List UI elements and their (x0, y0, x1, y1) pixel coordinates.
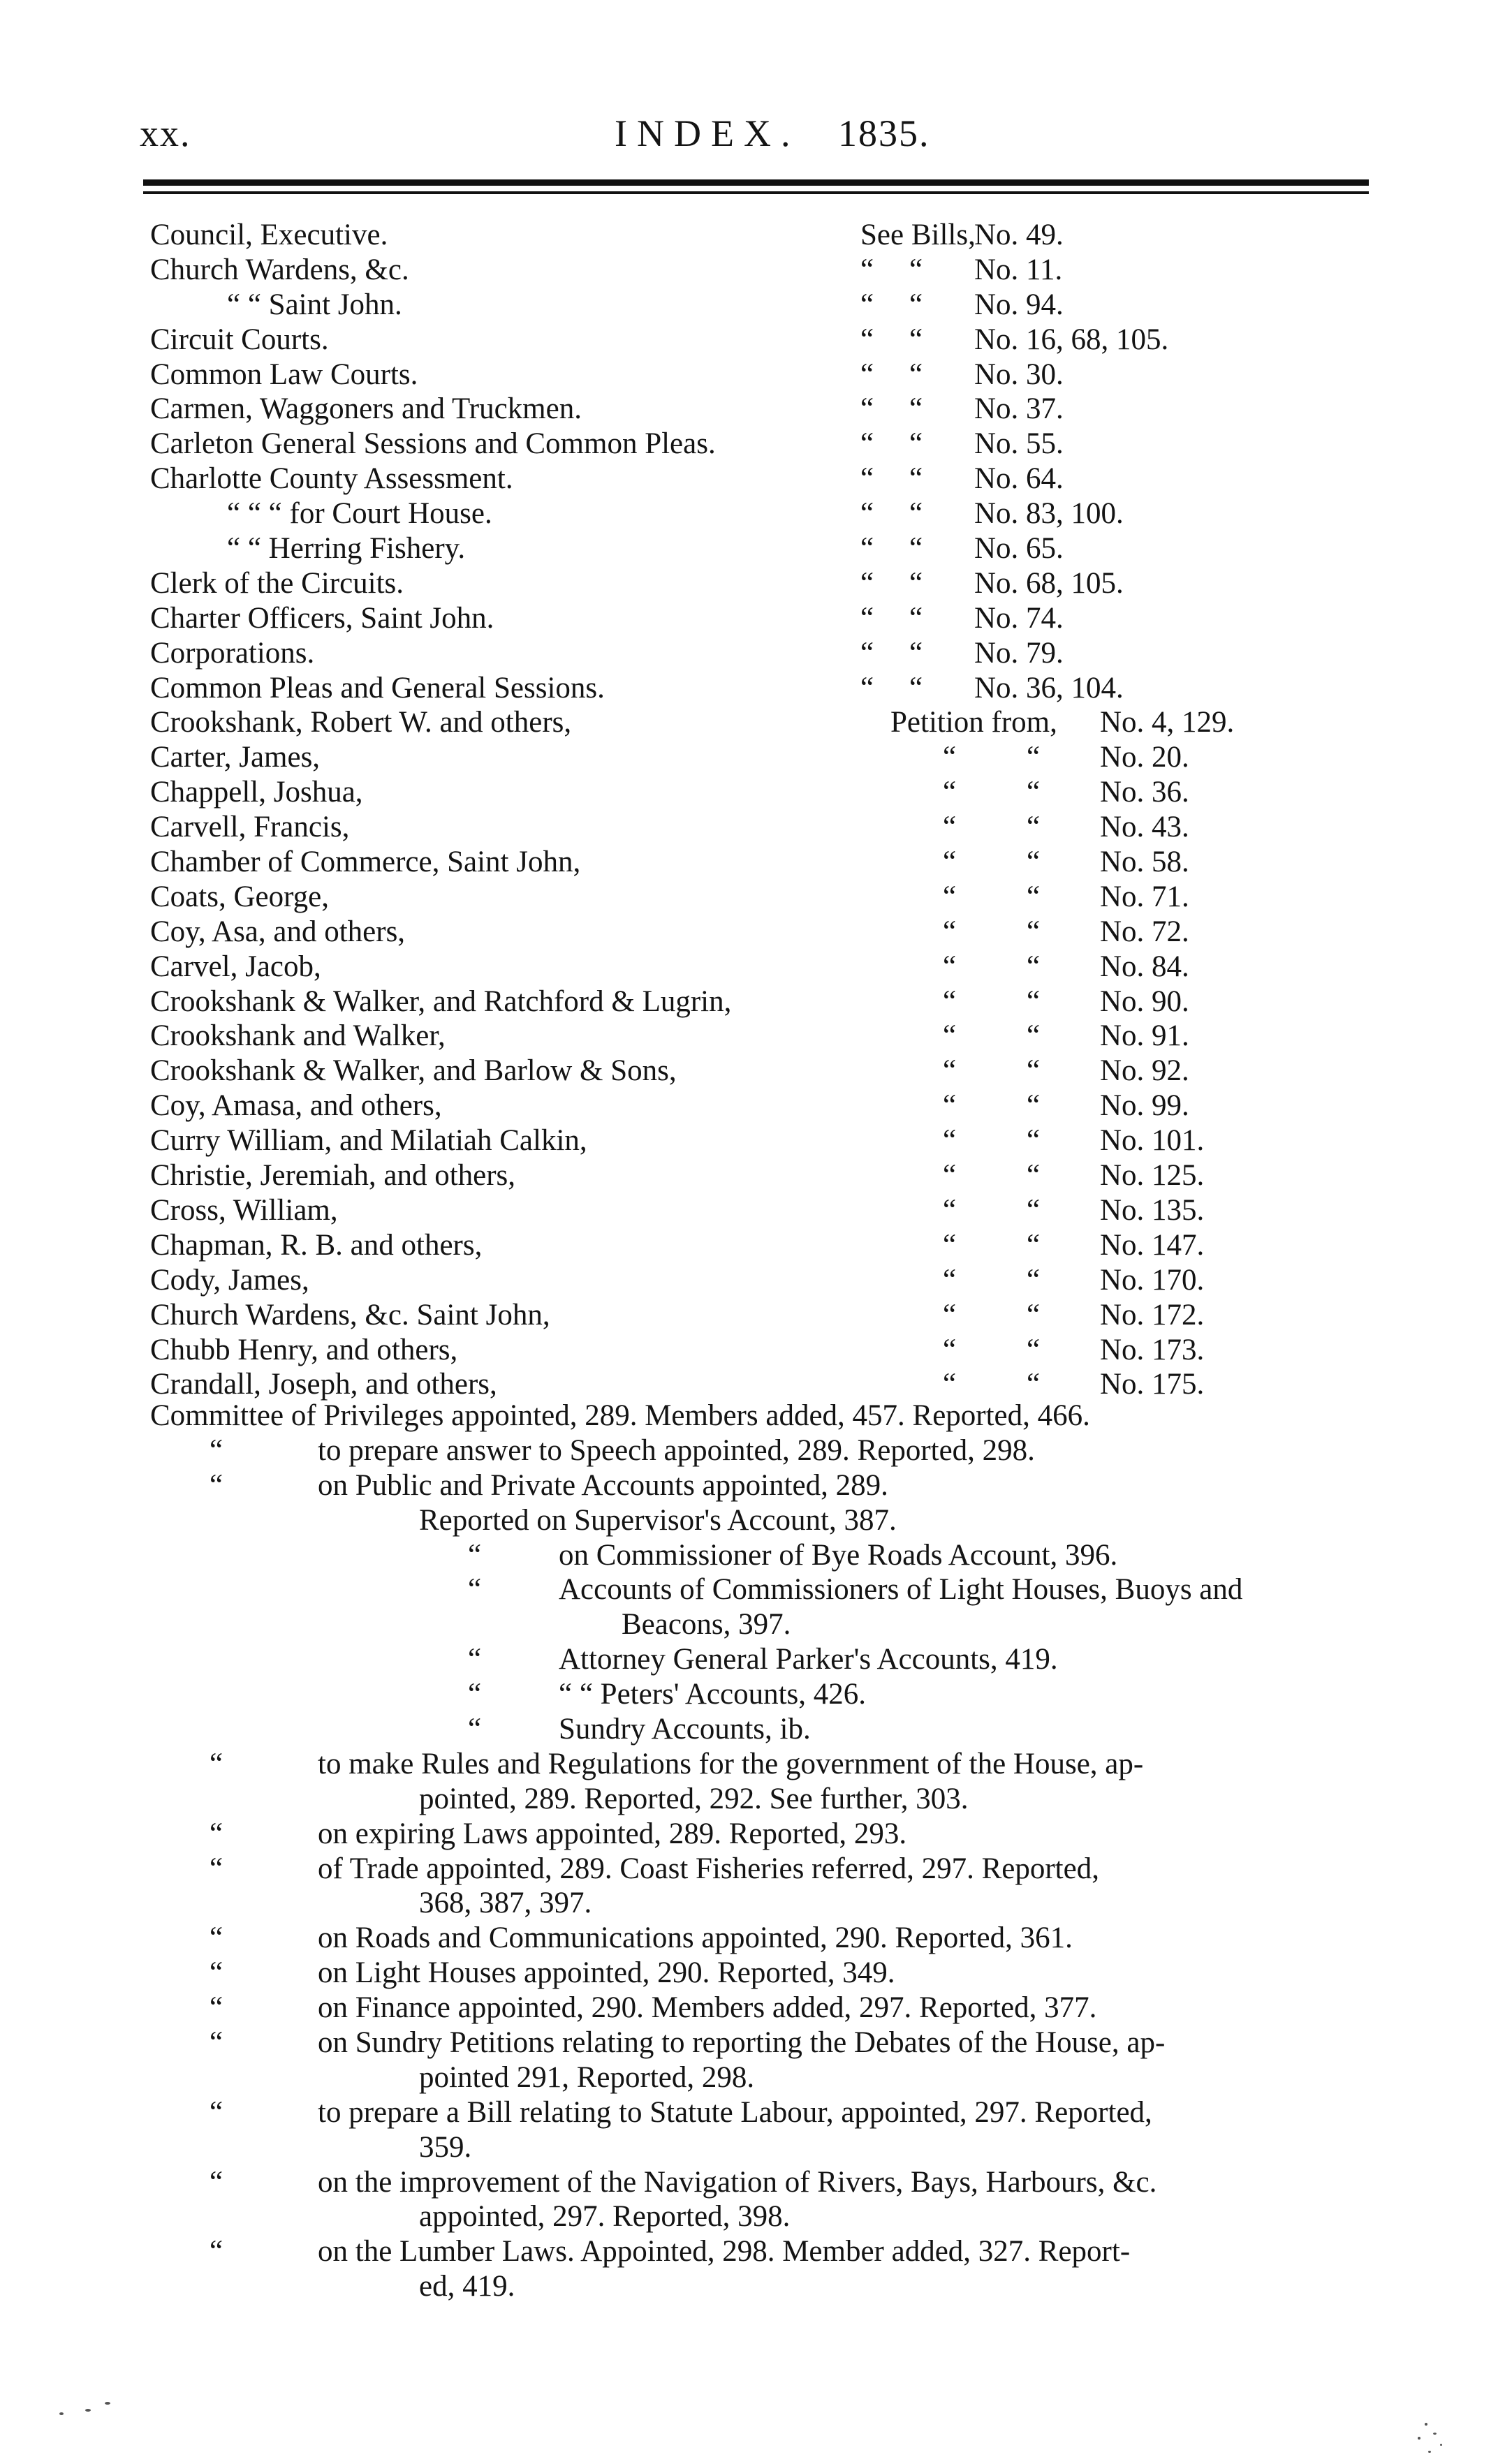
committee-line (0, 1886, 1498, 1921)
ditto-mark: “ (1027, 915, 1041, 948)
index-row (0, 427, 1498, 462)
index-row (0, 880, 1498, 915)
index-row (0, 218, 1498, 253)
ditto-mark: “ (468, 1713, 482, 1746)
entry-ref: No. 92. (1100, 1054, 1189, 1088)
entry-name: “ “ Herring Fishery. (227, 532, 466, 566)
ditto-mark: “ (210, 1921, 223, 1955)
committee-text: Committee of Privileges appointed, 289. Members added, 457. Reported, 466. (150, 1399, 1090, 1432)
entry-name: Crookshank, Robert W. and others, (150, 706, 572, 739)
ditto-mark: “ (860, 462, 874, 496)
index-row (0, 253, 1498, 288)
committee-line (0, 1956, 1498, 1991)
committee-text: 359. (419, 2130, 472, 2164)
ditto-mark: “ (468, 1678, 482, 1711)
index-row (0, 496, 1498, 531)
committee-text: Accounts of Commissioners of Light Houses, Buoys and (559, 1573, 1243, 1607)
entry-ref: No. 16, 68, 105. (974, 323, 1169, 356)
committee-line (0, 1399, 1498, 1433)
ditto-mark: “ (1027, 1054, 1041, 1088)
entry-ref: No. 43. (1100, 811, 1189, 844)
page-speck (1433, 2433, 1437, 2435)
index-row (0, 1333, 1498, 1368)
entry-ref: No. 4, 129. (1100, 706, 1235, 739)
index-row (0, 531, 1498, 566)
header-rule-thick (143, 179, 1369, 186)
index-row (0, 671, 1498, 706)
committee-text: appointed, 297. Reported, 398. (419, 2200, 791, 2234)
entry-name: Crandall, Joseph, and others, (150, 1368, 497, 1401)
committee-text: Reported on Supervisor's Account, 387. (419, 1503, 897, 1537)
ditto-mark: “ (210, 1433, 223, 1467)
entry-name: Common Law Courts. (150, 357, 418, 391)
committee-line (0, 1747, 1498, 1782)
entry-name: Crookshank & Walker, and Ratchford & Lugrin, (150, 984, 732, 1018)
committee-text: on Sundry Petitions relating to reporting the Debates of the House, ap- (318, 2026, 1166, 2060)
ditto-mark: “ (943, 915, 957, 948)
committee-line (0, 1572, 1498, 1607)
entry-ref: No. 79. (974, 636, 1064, 670)
entry-name: Crookshank & Walker, and Barlow & Sons, (150, 1054, 677, 1088)
page-speck (1425, 2423, 1427, 2426)
ditto-mark: “ (1027, 950, 1041, 983)
ditto-mark: “ (1027, 811, 1041, 844)
index-row (0, 950, 1498, 984)
entry-name: Christie, Jeremiah, and others, (150, 1159, 516, 1193)
committee-text: Attorney General Parker's Accounts, 419. (559, 1643, 1058, 1676)
entry-ref: No. 71. (1100, 880, 1189, 913)
ditto-mark: “ (210, 2165, 223, 2199)
committee-text: Beacons, 397. (622, 1608, 791, 1642)
ditto-mark: “ (909, 427, 923, 461)
committee-line (0, 2234, 1498, 2269)
index-row (0, 915, 1498, 950)
ditto-mark: “ (210, 1956, 223, 1990)
ditto-mark: “ (1027, 1193, 1041, 1227)
ditto-mark: “ (1027, 741, 1041, 774)
ditto-mark: “ (943, 1054, 957, 1088)
ditto-mark: “ (860, 288, 874, 321)
entry-name: Charlotte County Assessment. (150, 462, 513, 496)
ditto-mark: “ (909, 636, 923, 670)
ditto-mark: “ (860, 566, 874, 600)
committee-line (0, 1712, 1498, 1747)
committee-line (0, 2060, 1498, 2095)
page-year: 1835. (838, 112, 930, 154)
entry-name: Council, Executive. (150, 219, 388, 251)
ditto-mark: “ (943, 1333, 957, 1366)
ditto-mark: “ (909, 532, 923, 566)
ditto-mark: “ (860, 671, 874, 704)
page-speck (1418, 2437, 1420, 2440)
ditto-mark: “ (943, 1368, 957, 1401)
ditto-mark: “ (210, 1747, 223, 1780)
ditto-mark: “ (943, 1159, 957, 1193)
committee-text: Sundry Accounts, ib. (559, 1713, 811, 1746)
ditto-mark: “ (860, 427, 874, 461)
committee-line (0, 1921, 1498, 1956)
entry-ref: No. 11. (974, 253, 1063, 286)
committee-line (0, 1503, 1498, 1538)
ditto-mark: “ (1027, 1263, 1041, 1297)
entry-ref: No. 170. (1100, 1263, 1205, 1297)
index-table (0, 218, 1498, 1402)
index-row (0, 601, 1498, 636)
ditto-mark: “ (1027, 880, 1041, 913)
ditto-mark: “ (909, 462, 923, 496)
entry-ref: No. 68, 105. (974, 566, 1124, 600)
entry-ref: No. 173. (1100, 1333, 1205, 1366)
ditto-mark: “ (1027, 984, 1041, 1018)
ditto-mark: “ (1027, 1124, 1041, 1158)
entry-name: Clerk of the Circuits. (150, 566, 404, 600)
ditto-mark: “ (210, 2026, 223, 2060)
page-speck (1440, 2444, 1442, 2446)
committee-entries (0, 1399, 1498, 2304)
committee-text: on expiring Laws appointed, 289. Reported, 293. (318, 1817, 907, 1850)
committee-line (0, 1433, 1498, 1468)
index-row (0, 984, 1498, 1019)
committee-text: to prepare answer to Speech appointed, 289. Reported, 298. (318, 1433, 1035, 1467)
ditto-mark: “ (943, 1019, 957, 1053)
committee-line (0, 2269, 1498, 2304)
index-row (0, 1158, 1498, 1193)
index-row (0, 775, 1498, 810)
ditto-mark: “ (1027, 1298, 1041, 1331)
index-row (0, 1228, 1498, 1263)
ditto-mark: “ (860, 497, 874, 531)
ditto-mark: “ (210, 2235, 223, 2268)
entry-ref: No. 72. (1100, 915, 1189, 948)
ditto-mark: “ (943, 741, 957, 774)
ditto-mark: “ (860, 357, 874, 391)
ditto-mark: “ (943, 880, 957, 913)
entry-name: Chubb Henry, and others, (150, 1333, 458, 1366)
entry-ref: No. 172. (1100, 1298, 1205, 1331)
index-row (0, 845, 1498, 880)
entry-name: Church Wardens, &c. (150, 253, 409, 286)
ditto-mark: “ (860, 392, 874, 426)
committee-text: ed, 419. (419, 2270, 515, 2303)
ditto-mark: “ (1027, 1019, 1041, 1053)
entry-name: “ “ “ for Court House. (227, 497, 492, 531)
ditto-mark: “ (210, 1468, 223, 1502)
entry-name: Chamber of Commerce, Saint John, (150, 846, 581, 879)
committee-line (0, 2165, 1498, 2200)
entry-ref: No. 20. (1100, 741, 1189, 774)
ditto-mark: “ (860, 636, 874, 670)
committee-text: on Light Houses appointed, 290. Reported, 349. (318, 1956, 895, 1990)
page-speck (105, 2402, 110, 2405)
committee-line (0, 1782, 1498, 1817)
ditto-mark: “ (909, 566, 923, 600)
committee-text: pointed 291, Reported, 298. (419, 2060, 755, 2094)
ditto-mark: “ (943, 1298, 957, 1331)
committee-text: on Commissioner of Bye Roads Account, 396. (559, 1538, 1118, 1572)
entry-name: Carter, James, (150, 741, 321, 774)
ditto-mark: See Bills, (860, 219, 976, 251)
ditto-mark: “ (943, 1124, 957, 1158)
entry-ref: No. 94. (974, 288, 1064, 321)
entry-ref: No. 36. (1100, 776, 1189, 809)
ditto-mark: “ (1027, 846, 1041, 879)
index-row (0, 740, 1498, 775)
committee-line (0, 1468, 1498, 1503)
ditto-mark: “ (468, 1573, 482, 1607)
ditto-mark: “ (909, 323, 923, 356)
committee-line (0, 2130, 1498, 2165)
ditto-mark: “ (909, 357, 923, 391)
ditto-mark: “ (210, 1852, 223, 1885)
ditto-mark: “ (909, 288, 923, 321)
committee-text: to prepare a Bill relating to Statute Labour, appointed, 297. Reported, (318, 2095, 1152, 2129)
entry-ref: No. 84. (1100, 950, 1189, 983)
petition-label: Petition from, (890, 706, 1057, 739)
ditto-mark: “ (943, 1263, 957, 1297)
entry-name: Common Pleas and General Sessions. (150, 671, 605, 704)
committee-line (0, 2199, 1498, 2234)
ditto-mark: “ (943, 1228, 957, 1262)
ditto-mark: “ (943, 776, 957, 809)
entry-name: Carvell, Francis, (150, 811, 350, 844)
committee-line (0, 1607, 1498, 1642)
index-row (0, 1298, 1498, 1333)
ditto-mark: “ (210, 2095, 223, 2129)
index-row (0, 462, 1498, 496)
entry-ref: No. 30. (974, 357, 1064, 391)
index-row (0, 566, 1498, 601)
entry-name: Chappell, Joshua, (150, 776, 363, 809)
entry-ref: No. 65. (974, 532, 1064, 566)
entry-name: “ “ Saint John. (227, 288, 402, 321)
ditto-mark: “ (909, 392, 923, 426)
entry-name: Curry William, and Milatiah Calkin, (150, 1124, 587, 1158)
ditto-mark: “ (1027, 1159, 1041, 1193)
index-row (0, 1054, 1498, 1089)
entry-name: Church Wardens, &c. Saint John, (150, 1298, 550, 1331)
entry-name: Corporations. (150, 636, 315, 670)
page-title: INDEX. (615, 112, 800, 154)
entry-ref: No. 64. (974, 462, 1064, 496)
index-row (0, 1367, 1498, 1402)
committee-line (0, 1817, 1498, 1852)
entry-name: Coy, Amasa, and others, (150, 1089, 442, 1123)
ditto-mark: “ (943, 984, 957, 1018)
page-speck (59, 2412, 64, 2415)
committee-text: on the Lumber Laws. Appointed, 298. Member added, 327. Report- (318, 2235, 1131, 2268)
ditto-mark: “ (943, 811, 957, 844)
ditto-mark: “ (860, 601, 874, 635)
entry-name: Cody, James, (150, 1263, 309, 1297)
ditto-mark: “ (943, 950, 957, 983)
ditto-mark: “ (1027, 1228, 1041, 1262)
committee-text: 368, 387, 397. (419, 1887, 592, 1920)
entry-ref: No. 74. (974, 601, 1064, 635)
entry-ref: No. 99. (1100, 1089, 1189, 1123)
page-speck (85, 2409, 91, 2412)
committee-line (0, 1538, 1498, 1573)
entry-ref: No. 91. (1100, 1019, 1189, 1053)
entry-name: Coats, George, (150, 880, 329, 913)
entry-ref: No. 36, 104. (974, 671, 1124, 704)
committee-text: to make Rules and Regulations for the government of the House, ap- (318, 1747, 1144, 1780)
ditto-mark: “ (909, 671, 923, 704)
committee-line (0, 2026, 1498, 2060)
ditto-mark: “ (909, 253, 923, 286)
committee-text: on Roads and Communications appointed, 290. Reported, 361. (318, 1921, 1073, 1955)
index-row (0, 705, 1498, 740)
entry-name: Circuit Courts. (150, 323, 329, 356)
entry-name: Crookshank and Walker, (150, 1019, 446, 1053)
entry-ref: No. 90. (1100, 984, 1189, 1018)
ditto-mark: “ (210, 1991, 223, 2025)
ditto-mark: “ (860, 323, 874, 356)
committee-text: on the improvement of the Navigation of Rivers, Bays, Harbours, &c. (318, 2165, 1157, 2199)
committee-line (0, 1852, 1498, 1887)
header-rule-thin (143, 191, 1369, 194)
entry-ref: No. 101. (1100, 1124, 1205, 1158)
ditto-mark: “ (468, 1643, 482, 1676)
entry-ref: No. 135. (1100, 1193, 1205, 1227)
committee-line (0, 1642, 1498, 1677)
ditto-mark: “ (860, 532, 874, 566)
entry-name: Cross, William, (150, 1193, 338, 1227)
index-row (0, 323, 1498, 357)
ditto-mark: “ (1027, 1089, 1041, 1123)
entry-ref: No. 37. (974, 392, 1064, 426)
entry-ref: No. 49. (974, 219, 1064, 251)
ditto-mark: “ (943, 846, 957, 879)
index-row (0, 392, 1498, 427)
ditto-mark: “ (1027, 1368, 1041, 1401)
entry-name: Charter Officers, Saint John. (150, 601, 494, 635)
ditto-mark: “ (909, 497, 923, 531)
committee-text: on Public and Private Accounts appointed, 289. (318, 1468, 888, 1502)
committee-line (0, 1991, 1498, 2026)
ditto-mark: “ (943, 1193, 957, 1227)
ditto-mark: “ (1027, 1333, 1041, 1366)
entry-name: Coy, Asa, and others, (150, 915, 406, 948)
entry-ref: No. 83, 100. (974, 497, 1124, 531)
index-row (0, 1263, 1498, 1298)
index-row (0, 1123, 1498, 1158)
committee-line (0, 2095, 1498, 2130)
ditto-mark: “ (909, 601, 923, 635)
index-row (0, 357, 1498, 392)
entry-ref: No. 125. (1100, 1159, 1205, 1193)
ditto-mark: “ (860, 253, 874, 286)
ditto-mark: “ (210, 1817, 223, 1850)
page-speck (1428, 2451, 1431, 2453)
committee-text: pointed, 289. Reported, 292. See further, 303. (419, 1782, 969, 1815)
entry-ref: No. 55. (974, 427, 1064, 461)
index-row (0, 1019, 1498, 1054)
ditto-mark: “ (468, 1538, 482, 1572)
index-row (0, 1089, 1498, 1123)
ditto-mark: “ (943, 1089, 957, 1123)
committee-text: “ “ Peters' Accounts, 426. (559, 1678, 867, 1711)
index-row (0, 636, 1498, 671)
index-row (0, 288, 1498, 323)
entry-name: Chapman, R. B. and others, (150, 1228, 483, 1262)
entry-name: Carmen, Waggoners and Truckmen. (150, 392, 582, 426)
index-row (0, 810, 1498, 845)
committee-line (0, 1677, 1498, 1712)
index-row (0, 1193, 1498, 1228)
page-number: xx. (140, 112, 191, 154)
ditto-mark: “ (1027, 776, 1041, 809)
committee-text: of Trade appointed, 289. Coast Fisheries referred, 297. Reported, (318, 1852, 1099, 1885)
entry-ref: No. 147. (1100, 1228, 1205, 1262)
entry-name: Carleton General Sessions and Common Pleas. (150, 427, 716, 461)
committee-text: on Finance appointed, 290. Members added, 297. Reported, 377. (318, 1991, 1097, 2025)
entry-name: Carvel, Jacob, (150, 950, 321, 983)
entry-ref: No. 175. (1100, 1368, 1205, 1401)
entry-ref: No. 58. (1100, 846, 1189, 879)
